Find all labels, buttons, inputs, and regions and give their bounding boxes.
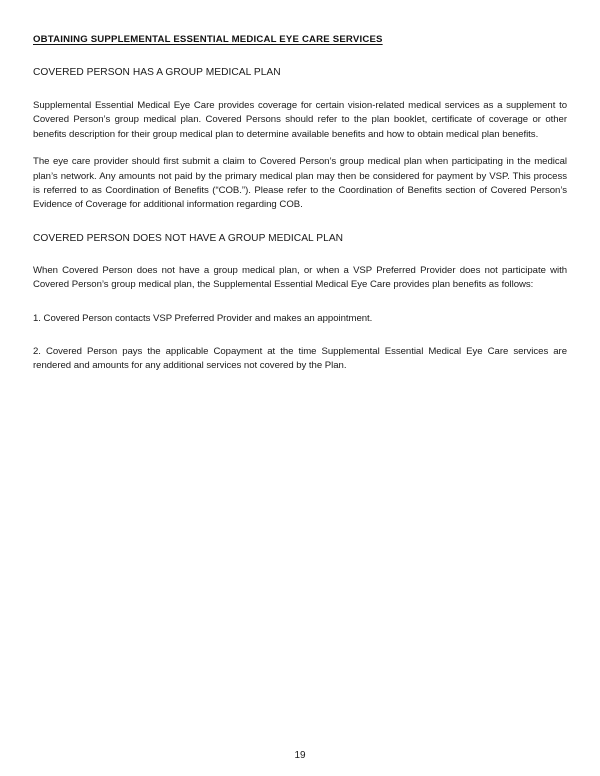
list-item: 1. Covered Person contacts VSP Preferred Provider and makes an appointment. bbox=[33, 312, 373, 324]
paragraph-supplemental-coverage: Supplemental Essential Medical Eye Care provides coverage for certain vision-related medical services as a supplement to Covered Person’s group medical plan. Covered Persons should refer to the plan booklet, certificate of coverage or other benefits description for their group medical plan to determine available benefits and how to obtain medical plan benefits. bbox=[33, 100, 567, 140]
spacer bbox=[33, 326, 567, 345]
document-body bbox=[33, 33, 567, 374]
spacer bbox=[33, 213, 567, 232]
paragraph-plan-benefits-intro: When Covered Person does not have a group medical plan, or when a VSP Preferred Provider does not participate with Covered Person’s group medical plan, the Supplemental Essential Medical Eye Care provides plan benefits as follows: bbox=[33, 264, 567, 291]
section-heading-no-group-medical-plan: COVERED PERSON DOES NOT HAVE A GROUP MEDICAL PLAN bbox=[33, 232, 344, 244]
spacer bbox=[33, 79, 567, 99]
spacer bbox=[33, 46, 567, 66]
spacer bbox=[33, 245, 567, 264]
page-title: OBTAINING SUPPLEMENTAL ESSENTIAL MEDICAL EYE CARE SERVICES bbox=[33, 34, 383, 45]
paragraph-coordination-of-benefits: The eye care provider should first submit a claim to Covered Person’s group medical plan when participating in the medical plan’s network. Any amounts not paid by the primary medical plan may then be considered for payment by VSP. This process is referred to as Coordination of Benefits (“COB.”). Please refer to the Coordination of Benefits section of Covered Person’s Evidence of Coverage for additional information regarding COB. bbox=[33, 156, 567, 211]
list-item: 2. Covered Person pays the applicable Copayment at the time Supplemental Essential Medical Eye Care services are rendered and amounts for any additional services not covered by the Plan. bbox=[33, 346, 567, 372]
spacer bbox=[33, 293, 567, 312]
section-heading-group-medical-plan: COVERED PERSON HAS A GROUP MEDICAL PLAN bbox=[33, 67, 281, 78]
page-number: 19 bbox=[294, 750, 306, 761]
spacer bbox=[33, 142, 567, 155]
